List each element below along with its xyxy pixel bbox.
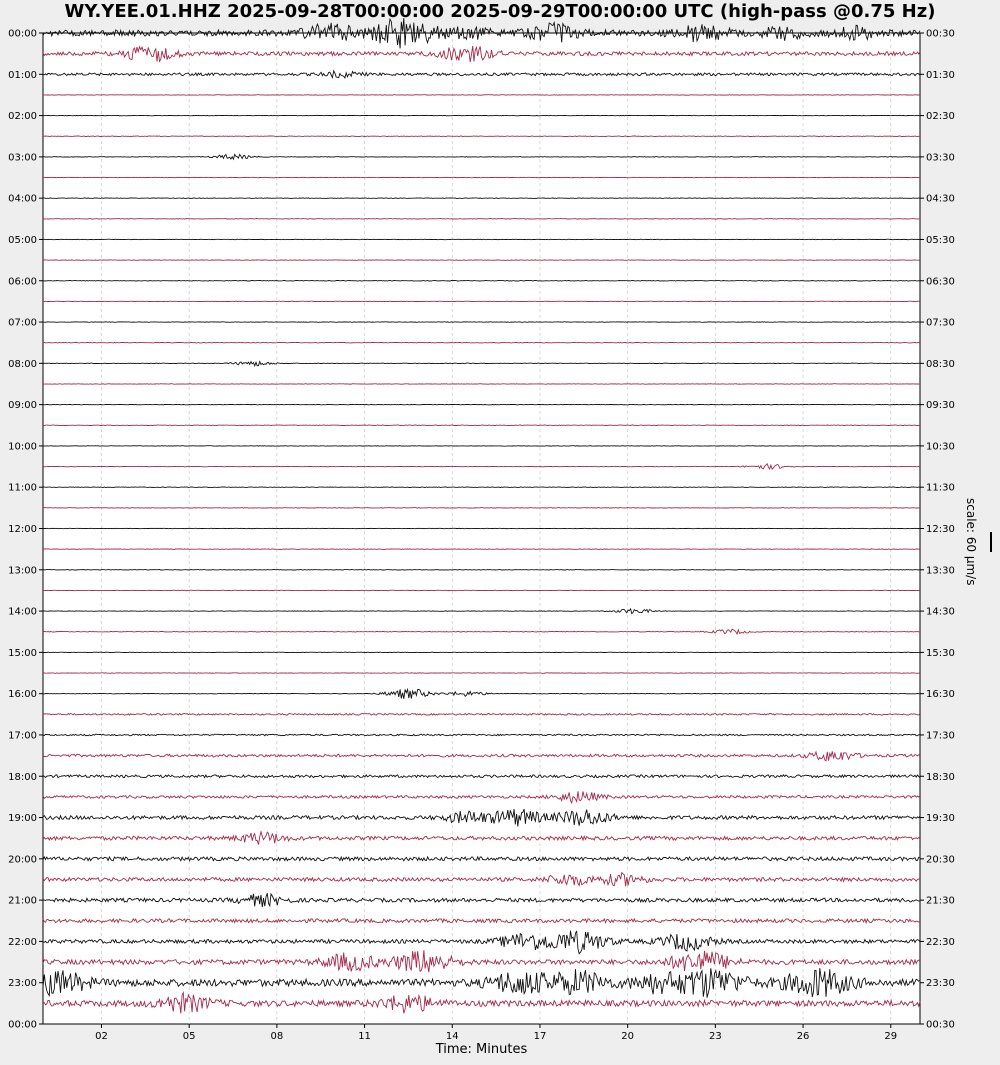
y-tick-label-right: 06:30 bbox=[926, 276, 955, 288]
y-tick-label-left: 09:00 bbox=[8, 400, 37, 412]
scale-bar bbox=[990, 532, 992, 552]
scale-indicator bbox=[958, 498, 998, 588]
y-tick-label-right: 04:30 bbox=[926, 193, 955, 205]
x-tick-label: 02 bbox=[95, 1031, 108, 1042]
y-tick-label-left: 10:00 bbox=[8, 441, 37, 453]
y-tick-label-right: 05:30 bbox=[926, 234, 955, 246]
y-tick-label-left: 22:00 bbox=[8, 936, 37, 948]
trace-row bbox=[43, 590, 920, 591]
trace-row bbox=[43, 301, 920, 302]
y-tick-label-left: 07:00 bbox=[8, 317, 37, 329]
y-tick-label-left: 21:00 bbox=[8, 895, 37, 907]
y-tick-label-left: 16:00 bbox=[8, 689, 37, 701]
y-tick-label-right: 20:30 bbox=[926, 854, 955, 866]
y-tick-label-left: 00:00 bbox=[8, 28, 37, 40]
y-tick-label-left: 20:00 bbox=[8, 854, 37, 866]
trace-row bbox=[43, 425, 920, 426]
y-tick-label-right: 13:30 bbox=[926, 565, 955, 577]
y-tick-label-right: 21:30 bbox=[926, 895, 955, 907]
trace-row bbox=[43, 260, 920, 261]
y-tick-label-left: 05:00 bbox=[8, 234, 37, 246]
y-tick-label-right: 12:30 bbox=[926, 524, 955, 535]
y-tick-label-right: 15:30 bbox=[926, 647, 955, 659]
y-tick-label-left: 23:00 bbox=[8, 978, 37, 990]
x-tick-label: 17 bbox=[533, 1031, 547, 1042]
trace-row bbox=[43, 219, 920, 220]
y-tick-label-right: 09:30 bbox=[926, 400, 955, 412]
y-tick-label-right: 00:30 bbox=[926, 1019, 955, 1031]
y-tick-label-right: 11:30 bbox=[926, 482, 955, 494]
x-tick-label: 20 bbox=[621, 1031, 635, 1042]
y-tick-label-right: 18:30 bbox=[926, 771, 955, 783]
trace-row bbox=[43, 446, 920, 447]
y-tick-label-left: 13:00 bbox=[8, 565, 37, 577]
y-tick-label-right: 16:30 bbox=[926, 689, 955, 701]
trace-row bbox=[43, 239, 920, 240]
y-tick-label-left: 01:00 bbox=[8, 69, 37, 81]
trace-row bbox=[43, 384, 920, 385]
trace-row bbox=[43, 570, 920, 571]
y-tick-label-right: 00:30 bbox=[926, 28, 955, 40]
trace-row bbox=[43, 95, 920, 96]
helicorder-svg bbox=[8, 28, 955, 1042]
y-tick-label-left: 12:00 bbox=[8, 524, 37, 535]
trace-row bbox=[43, 404, 920, 405]
trace-row bbox=[43, 198, 920, 199]
trace-row bbox=[43, 508, 920, 509]
trace-row bbox=[43, 136, 920, 137]
x-tick-label: 05 bbox=[182, 1031, 196, 1042]
y-tick-label-right: 03:30 bbox=[926, 152, 955, 164]
y-tick-label-right: 01:30 bbox=[926, 69, 955, 81]
helicorder-plot bbox=[8, 28, 955, 1042]
y-tick-label-left: 18:00 bbox=[8, 771, 37, 783]
y-tick-label-left: 14:00 bbox=[8, 606, 37, 618]
trace-row bbox=[43, 115, 920, 116]
trace-row bbox=[43, 342, 920, 343]
y-tick-label-right: 17:30 bbox=[926, 730, 955, 742]
x-tick-label: 11 bbox=[358, 1031, 371, 1042]
y-tick-label-right: 10:30 bbox=[926, 441, 955, 453]
x-tick-label: 29 bbox=[884, 1031, 898, 1042]
chart-title: WY.YEE.01.HHZ 2025-09-28T00:00:00 2025-09-29T00:00:00 UTC (high-pass @0.75 Hz) bbox=[64, 1, 936, 22]
trace-row bbox=[43, 281, 920, 282]
y-tick-label-left: 03:00 bbox=[8, 152, 37, 164]
y-tick-label-left: 08:00 bbox=[8, 358, 37, 370]
y-tick-label-left: 06:00 bbox=[8, 276, 37, 288]
trace-row bbox=[43, 652, 920, 653]
y-tick-label-right: 19:30 bbox=[926, 813, 955, 825]
trace-row bbox=[43, 549, 920, 550]
trace-row bbox=[43, 322, 920, 323]
y-tick-label-right: 23:30 bbox=[926, 978, 955, 990]
y-tick-label-left: 11:00 bbox=[8, 482, 37, 494]
y-tick-label-left: 17:00 bbox=[8, 730, 37, 742]
x-tick-label: 08 bbox=[270, 1031, 284, 1042]
x-tick-label: 26 bbox=[796, 1031, 810, 1042]
y-tick-label-right: 07:30 bbox=[926, 317, 955, 329]
trace-row bbox=[43, 673, 920, 674]
y-tick-label-left: 15:00 bbox=[8, 647, 37, 659]
x-axis-label: Time: Minutes bbox=[435, 1042, 528, 1057]
trace-row bbox=[43, 487, 920, 488]
y-tick-label-left: 02:00 bbox=[8, 111, 37, 123]
y-tick-label-right: 08:30 bbox=[926, 358, 955, 370]
y-tick-label-left: 00:00 bbox=[8, 1019, 37, 1031]
y-tick-label-right: 14:30 bbox=[926, 606, 955, 618]
trace-row bbox=[43, 177, 920, 178]
y-tick-label-left: 04:00 bbox=[8, 193, 37, 205]
y-tick-label-left: 19:00 bbox=[8, 813, 37, 825]
y-tick-label-right: 22:30 bbox=[926, 936, 955, 948]
x-tick-label: 14 bbox=[445, 1031, 459, 1042]
y-tick-label-right: 02:30 bbox=[926, 111, 955, 123]
x-tick-label: 23 bbox=[708, 1031, 722, 1042]
scale-label: scale: 60 μm/s bbox=[964, 498, 978, 586]
